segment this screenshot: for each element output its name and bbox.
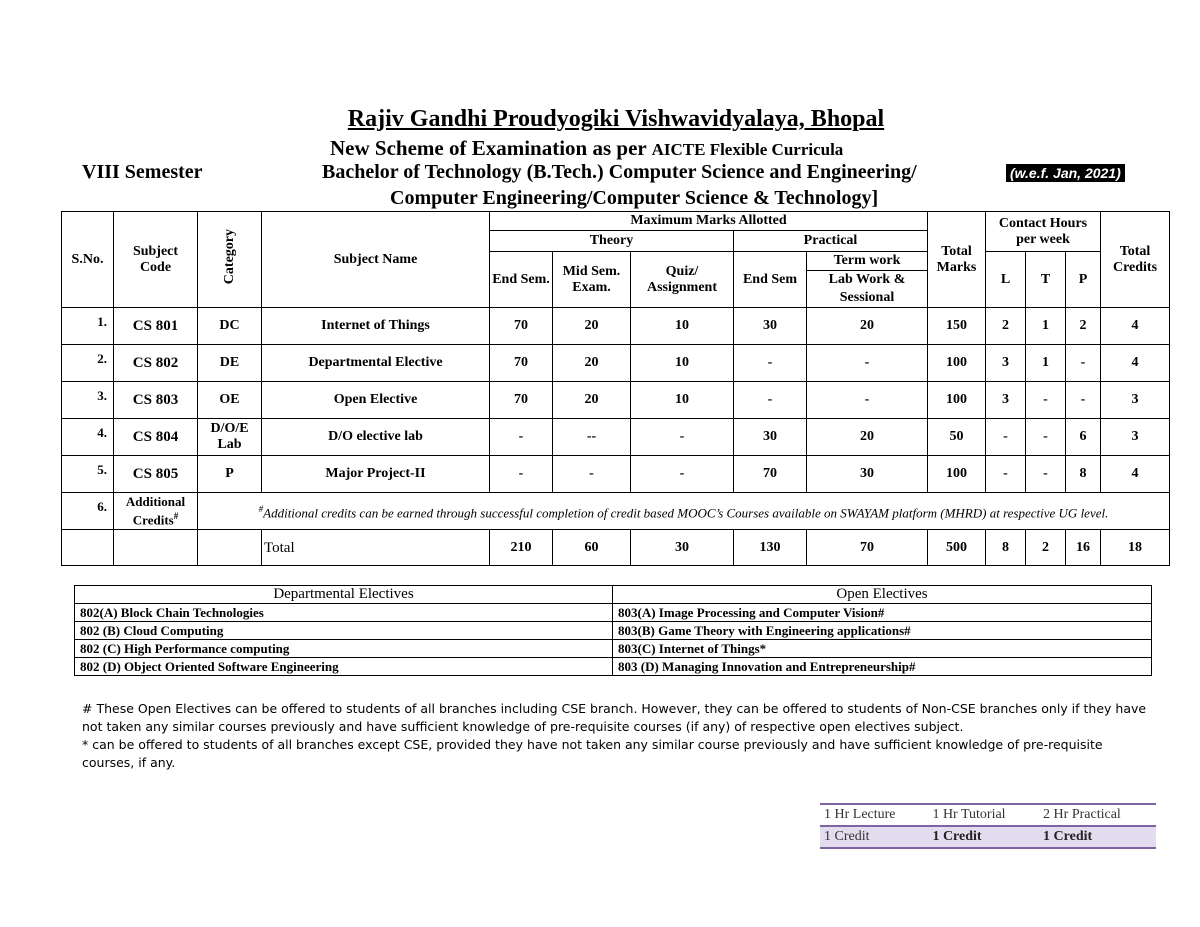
total-row — [62, 530, 1170, 566]
table-row — [62, 382, 1170, 419]
total-credits: 18 — [1101, 530, 1170, 566]
row-t: - — [1026, 382, 1066, 419]
header-category-text: Category — [221, 229, 237, 285]
elective-row — [75, 658, 1152, 676]
elective-row — [75, 604, 1152, 622]
row-l: 3 — [986, 382, 1026, 419]
additional-label-text: Additional Credits — [125, 494, 186, 528]
dept-elective-item: 802(A) Block Chain Technologies — [75, 604, 613, 622]
row-lab-work: 20 — [807, 308, 928, 345]
dept-electives-header: Departmental Electives — [75, 586, 613, 604]
wef-badge: (w.e.f. Jan, 2021) — [1006, 164, 1125, 182]
row-p: 8 — [1066, 456, 1101, 493]
row-total-marks: 100 — [928, 345, 986, 382]
row-category: P — [198, 456, 262, 493]
total-mid-sem: 60 — [553, 530, 631, 566]
header-subject-code: Subject Code — [114, 212, 198, 308]
open-elective-item: 803(B) Game Theory with Engineering applications# — [613, 622, 1152, 640]
table-row — [62, 419, 1170, 456]
semester-label: VIII Semester — [82, 161, 203, 183]
row-p: 6 — [1066, 419, 1101, 456]
row-l: 3 — [986, 345, 1026, 382]
electives-table — [74, 585, 1152, 676]
open-elective-item: 803 (D) Managing Innovation and Entrepreneurship# — [613, 658, 1152, 676]
elective-row — [75, 622, 1152, 640]
elective-row — [75, 640, 1152, 658]
row-credits: 4 — [1101, 308, 1170, 345]
total-label: Total — [262, 530, 490, 566]
row-subject-code: CS 802 — [114, 345, 198, 382]
header-t: T — [1026, 252, 1066, 308]
row-category: DC — [198, 308, 262, 345]
total-end-sem: 210 — [490, 530, 553, 566]
row-mid-sem: 20 — [553, 382, 631, 419]
row-end-sem: 70 — [490, 308, 553, 345]
row-sno: 5. — [62, 456, 114, 493]
header-l: L — [986, 252, 1026, 308]
row-mid-sem: 20 — [553, 308, 631, 345]
header-quiz: Quiz/ Assignment — [631, 252, 734, 308]
open-elective-item: 803(A) Image Processing and Computer Vision# — [613, 604, 1152, 622]
university-title: Rajiv Gandhi Proudyogiki Vishwavidyalaya, Bhopal — [347, 106, 885, 132]
row-end-sem: - — [490, 419, 553, 456]
row-category: D/O/E Lab — [198, 419, 262, 456]
row-end-sem: 70 — [490, 382, 553, 419]
legend-practical-credit: 1 Credit — [1039, 826, 1156, 848]
legend-tutorial: 1 Hr Tutorial — [928, 804, 1039, 826]
row-sno: 4. — [62, 419, 114, 456]
row-subject-name: Open Elective — [262, 382, 490, 419]
dept-elective-item: 802 (D) Object Oriented Software Engineering — [75, 658, 613, 676]
row-subject-code: CS 803 — [114, 382, 198, 419]
row-subject-code: CS 805 — [114, 456, 198, 493]
total-empty-3 — [198, 530, 262, 566]
row-prac-end: 70 — [734, 456, 807, 493]
additional-sno: 6. — [62, 493, 114, 530]
header-subject-name: Subject Name — [262, 212, 490, 308]
legend-tutorial-credit: 1 Credit — [928, 826, 1039, 848]
header-category — [198, 212, 262, 308]
header-contact-hours: Contact Hours per week — [986, 212, 1101, 252]
header-total-marks: Total Marks — [928, 212, 986, 308]
row-l: - — [986, 419, 1026, 456]
row-subject-name: D/O elective lab — [262, 419, 490, 456]
header-practical: Practical — [734, 231, 928, 252]
row-lab-work: - — [807, 345, 928, 382]
scheme-small: AICTE Flexible Curricula — [651, 140, 844, 159]
row-category: DE — [198, 345, 262, 382]
header-prac-end-sem: End Sem — [734, 252, 807, 308]
row-quiz: - — [631, 456, 734, 493]
additional-mark: # — [173, 511, 179, 522]
header-max-marks: Maximum Marks Allotted — [490, 212, 928, 231]
row-quiz: 10 — [631, 382, 734, 419]
table-row — [62, 308, 1170, 345]
row-quiz: - — [631, 419, 734, 456]
total-quiz: 30 — [631, 530, 734, 566]
total-prac-end: 130 — [734, 530, 807, 566]
header-total-credits: Total Credits — [1101, 212, 1170, 308]
row-p: 2 — [1066, 308, 1101, 345]
header-term-lab — [807, 252, 928, 308]
credit-legend — [820, 803, 1156, 849]
row-p: - — [1066, 345, 1101, 382]
row-sno: 1. — [62, 308, 114, 345]
header-p: P — [1066, 252, 1101, 308]
row-credits: 3 — [1101, 419, 1170, 456]
row-t: - — [1026, 419, 1066, 456]
row-credits: 3 — [1101, 382, 1170, 419]
row-end-sem: 70 — [490, 345, 553, 382]
additional-row — [62, 493, 1170, 530]
row-lab-work: 30 — [807, 456, 928, 493]
row-subject-code: CS 804 — [114, 419, 198, 456]
open-electives-header: Open Electives — [613, 586, 1152, 604]
row-l: 2 — [986, 308, 1026, 345]
footnote-star: * can be offered to students of all branches except CSE, provided they have not taken any similar course previously and have sufficient knowledge of pre-requisite courses, if any. — [82, 737, 1103, 770]
additional-note — [198, 493, 1170, 530]
open-elective-item: 803(C) Internet of Things* — [613, 640, 1152, 658]
row-prac-end: - — [734, 345, 807, 382]
row-subject-name: Departmental Elective — [262, 345, 490, 382]
table-row — [62, 456, 1170, 493]
header-mid-sem: Mid Sem. Exam. — [553, 252, 631, 308]
total-t: 2 — [1026, 530, 1066, 566]
scheme-title — [330, 136, 843, 161]
row-t: - — [1026, 456, 1066, 493]
degree-line-1: Bachelor of Technology (B.Tech.) Computer Science and Engineering/ — [322, 161, 917, 183]
legend-lecture-credit: 1 Credit — [820, 826, 928, 848]
row-total-marks: 150 — [928, 308, 986, 345]
additional-note-mark: # — [258, 503, 264, 514]
total-lab-work: 70 — [807, 530, 928, 566]
row-total-marks: 50 — [928, 419, 986, 456]
row-subject-name: Internet of Things — [262, 308, 490, 345]
table-row — [62, 345, 1170, 382]
row-subject-code: CS 801 — [114, 308, 198, 345]
header-theory: Theory — [490, 231, 734, 252]
row-mid-sem: -- — [553, 419, 631, 456]
row-t: 1 — [1026, 345, 1066, 382]
degree-line-2: Computer Engineering/Computer Science & Technology] — [390, 187, 879, 209]
dept-elective-item: 802 (C) High Performance computing — [75, 640, 613, 658]
additional-label — [114, 493, 198, 530]
table-body — [62, 308, 1170, 493]
header-lab-work: Lab Work & Sessional — [828, 272, 906, 305]
row-subject-name: Major Project-II — [262, 456, 490, 493]
row-prac-end: - — [734, 382, 807, 419]
row-l: - — [986, 456, 1026, 493]
footnote-hash: # These Open Electives can be offered to students of all branches including CSE branch. However, they can be offered to students of Non-CSE branches only if they have not taken any similar courses previously and have sufficient knowledge of pre-requisite courses (if any) of respective open electives subject. — [82, 701, 1147, 734]
row-quiz: 10 — [631, 345, 734, 382]
additional-note-text: Additional credits can be earned through successful completion of credit based MOOC’s Courses available on SWAYAM platform (MHRD) at respective UG level. — [263, 505, 1109, 521]
row-prac-end: 30 — [734, 419, 807, 456]
row-t: 1 — [1026, 308, 1066, 345]
total-marks: 500 — [928, 530, 986, 566]
total-p: 16 — [1066, 530, 1101, 566]
total-empty-2 — [114, 530, 198, 566]
scheme-table — [61, 211, 1170, 566]
row-credits: 4 — [1101, 345, 1170, 382]
row-prac-end: 30 — [734, 308, 807, 345]
row-quiz: 10 — [631, 308, 734, 345]
row-total-marks: 100 — [928, 456, 986, 493]
row-sno: 3. — [62, 382, 114, 419]
row-total-marks: 100 — [928, 382, 986, 419]
electives-body — [75, 604, 1152, 676]
total-empty-1 — [62, 530, 114, 566]
row-category: OE — [198, 382, 262, 419]
dept-elective-item: 802 (B) Cloud Computing — [75, 622, 613, 640]
header-term-work: Term work — [807, 252, 927, 271]
row-mid-sem: - — [553, 456, 631, 493]
header-end-sem: End Sem. — [490, 252, 553, 308]
scheme-main: New Scheme of Examination as per — [330, 136, 647, 160]
row-lab-work: - — [807, 382, 928, 419]
row-p: - — [1066, 382, 1101, 419]
header-sno: S.No. — [62, 212, 114, 308]
row-lab-work: 20 — [807, 419, 928, 456]
legend-lecture: 1 Hr Lecture — [820, 804, 928, 826]
row-end-sem: - — [490, 456, 553, 493]
row-sno: 2. — [62, 345, 114, 382]
row-credits: 4 — [1101, 456, 1170, 493]
row-mid-sem: 20 — [553, 345, 631, 382]
legend-practical: 2 Hr Practical — [1039, 804, 1156, 826]
total-l: 8 — [986, 530, 1026, 566]
